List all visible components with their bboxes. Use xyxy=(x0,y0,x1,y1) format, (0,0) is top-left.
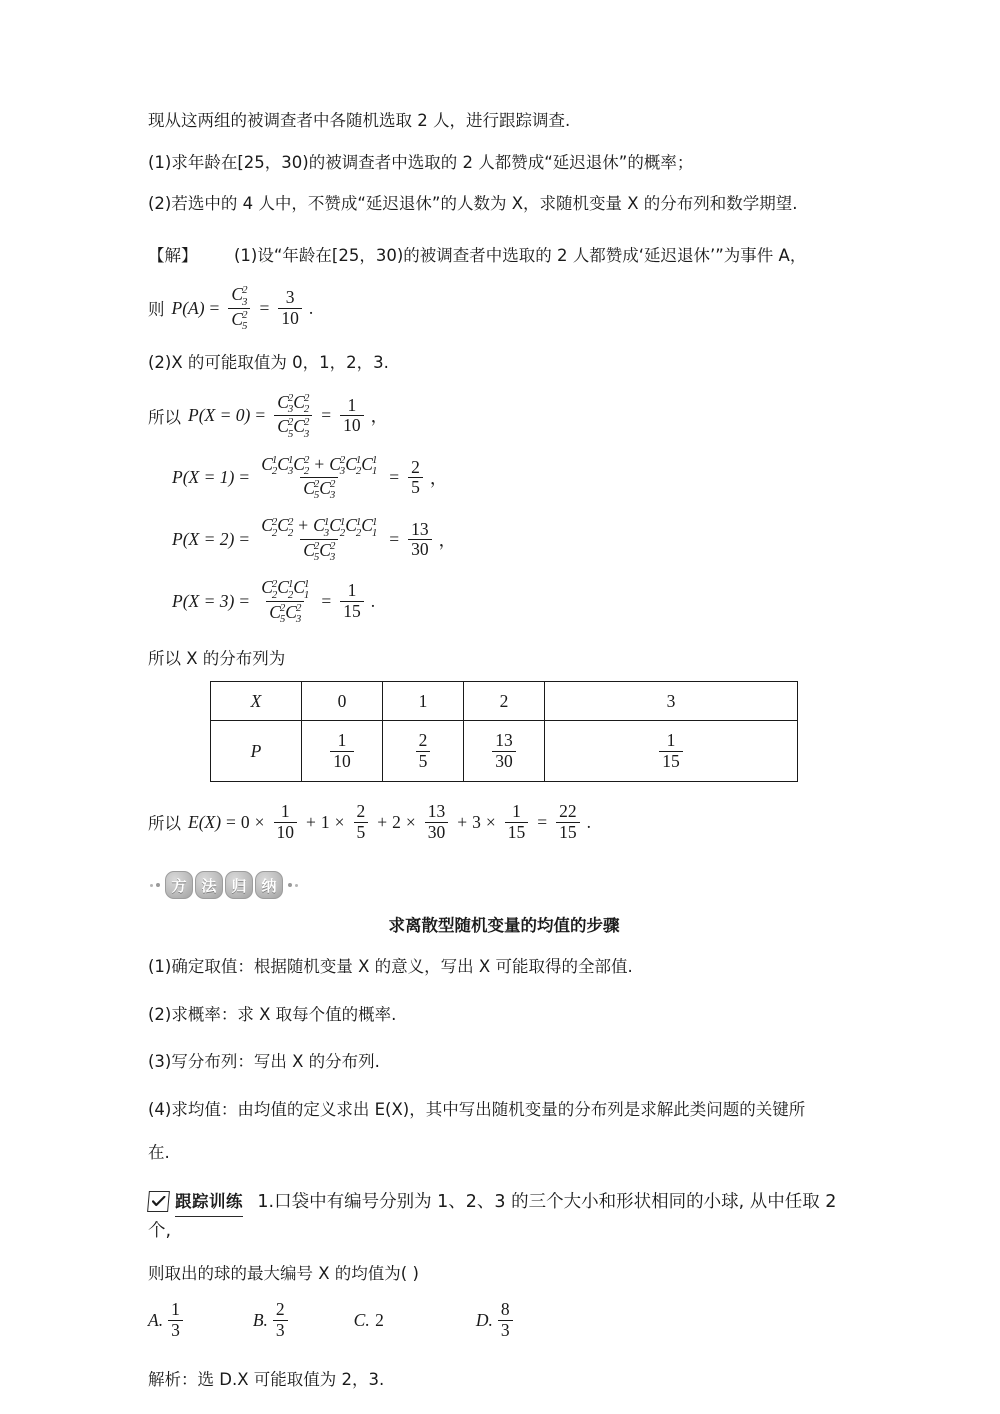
comb-term: $C^2_5$ xyxy=(228,308,250,332)
solution-tag: 【解】 xyxy=(148,245,198,265)
table-cell-x-3: 3 xyxy=(545,682,798,721)
comb-term: $C^2_3$ xyxy=(293,416,310,440)
comb-term: $C^1_2$ xyxy=(277,577,294,601)
fraction: $\frac{1}{10}$ xyxy=(274,802,298,842)
fraction: $\frac{13}{30}$ xyxy=(425,802,449,842)
page-content xyxy=(148,108,860,1408)
formula-pa-trail: . xyxy=(308,297,314,318)
fraction: $\frac{22}{15}$ xyxy=(556,802,580,842)
fraction: $\frac{2}{5}$ xyxy=(354,802,369,842)
distribution-table xyxy=(210,681,798,782)
formula-px0: 所以 P(X = 0) = $\frac{C^2_3C^2_2}{C^2_5C^2_3}$ = $\frac{1}{10}$ ， xyxy=(148,391,389,440)
intro-line-1: 现从这两组的被调查者中各随机选取 2 人，进行跟踪调查. xyxy=(148,111,571,130)
comb-term: $C^1_3$ xyxy=(313,515,330,539)
comb-term: $C^1_2$ xyxy=(345,453,362,478)
table-row-p xyxy=(211,721,798,782)
distribution-table-wrap xyxy=(210,681,860,782)
method-step-1: (1)确定取值：根据随机变量 X 的意义，写出 X 可能取得的全部值. xyxy=(148,957,633,977)
fraction: $\frac{2}{3}$ xyxy=(273,1300,288,1340)
solution-part-1-text: (1)设“年龄在[25，30)的被调查者中选取的 2 人都赞成‘延迟退休’”为事件 A， xyxy=(234,245,807,265)
badge-right-dots-icon xyxy=(288,883,298,887)
practice-badge-label: 跟踪训练 xyxy=(175,1189,243,1217)
fraction: $\frac{13}{30}$ xyxy=(492,731,516,771)
comb-term: $C^2_5$ xyxy=(277,416,294,440)
table-cell-x-0: 0 xyxy=(302,682,383,721)
solution-part-1 xyxy=(148,243,860,269)
choice-d[interactable]: D. $\frac{8}{3}$ xyxy=(476,1300,517,1340)
comb-term: $C^1_2$ xyxy=(261,453,278,478)
table-cell-p-1 xyxy=(383,721,464,782)
fraction: $\frac{1}{10}$ xyxy=(330,731,354,771)
comb-term: $C^1_1$ xyxy=(293,577,310,601)
method-step-2: (2)求概率：求 X 取每个值的概率. xyxy=(148,1004,397,1024)
fraction: $\frac{C^1_2C^1_3C^2_2 + C^2_3C^1_2C^1_1}{C^2_5C^2_3}$ xyxy=(261,453,378,502)
table-cell-x-label: X xyxy=(211,682,302,721)
formula-px1: P(X = 1) = $\frac{C^1_2C^1_3C^2_2 + C^2_3C^1_2C^1_1}{C^2_5C^2_3}$ = $\frac{2}{5}$ ， xyxy=(172,453,448,502)
comb-term: $C^2_5$ xyxy=(303,539,320,564)
method-step-4-cont: 在. xyxy=(148,1143,170,1163)
practice-question-line-1 xyxy=(148,1188,860,1245)
solution-part-2-text: (2)X 的可能取值为 0，1，2，3. xyxy=(148,353,389,373)
intro-line-3: (2)若选中的 4 人中，不赞成“延迟退休”的人数为 X，求随机变量 X 的分布列和数学期望. xyxy=(148,194,798,214)
table-cell-x-1: 1 xyxy=(383,682,464,721)
dist-table-intro: 所以 X 的分布列为 xyxy=(148,648,286,668)
comb-term: $C^2_2$ xyxy=(277,515,294,539)
comb-term: $C^1_2$ xyxy=(329,515,346,539)
comb-term: $C^2_3$ xyxy=(319,477,336,502)
choice-a[interactable]: A. $\frac{1}{3}$ xyxy=(148,1300,187,1340)
formula-pa-label: P(A) xyxy=(171,297,205,318)
comb-term: $C^2_2$ xyxy=(261,515,278,539)
comb-term: $C^1_1$ xyxy=(361,453,378,478)
comb-term: $C^2_3$ xyxy=(329,453,346,478)
fraction: $\frac{2}{5}$ xyxy=(408,458,423,498)
table-cell-p-label: P xyxy=(211,721,302,782)
formula-pa-fraction xyxy=(228,284,250,332)
badge-bubbles xyxy=(165,871,283,899)
fraction: $\frac{1}{10}$ xyxy=(340,396,364,436)
comb-term: $C^2_3$ xyxy=(319,539,336,564)
practice-analysis: 解析：选 D.X 可能取值为 2，3. xyxy=(148,1369,385,1389)
comb-term: $C^2_2$ xyxy=(261,577,278,601)
formula-pa-result: $\frac{3}{10}$ xyxy=(278,288,302,328)
comb-term: $C^2_3$ xyxy=(277,391,294,416)
practice-badge xyxy=(148,1189,243,1217)
comb-term: $C^2_3$ xyxy=(285,601,302,626)
check-icon xyxy=(147,1191,170,1212)
fraction: $\frac{1}{15}$ xyxy=(505,802,529,842)
badge-char-1: 法 xyxy=(195,871,223,899)
formula-expectation: 所以 E(X) = 0 × $\frac{1}{10}$ + 1 × $\frac{2}{5}$ + 2 × $\frac{13}{30}$ + 3 × $\frac{1}{15}$ = $\frac{22}{15}$ . xyxy=(148,800,592,842)
fraction: $\frac{2}{5}$ xyxy=(416,731,431,771)
practice-choices xyxy=(148,1300,860,1340)
formula-pa-lead: 则 xyxy=(148,300,165,320)
table-cell-p-0 xyxy=(302,721,383,782)
fraction xyxy=(258,578,312,626)
comb-term: $C^1_3$ xyxy=(277,453,294,478)
fraction: $\frac{13}{30}$ xyxy=(408,520,432,560)
comb-term: $C^2_5$ xyxy=(303,477,320,502)
table-cell-p-2 xyxy=(464,721,545,782)
fraction: $\frac{1}{3}$ xyxy=(168,1300,183,1340)
comb-term: $C^2_5$ xyxy=(269,601,286,626)
comb-term: $C^1_2$ xyxy=(345,515,362,539)
comb-term: $C^2_3$ xyxy=(231,284,248,308)
formula-px2: P(X = 2) = $\frac{C^2_2C^2_2 + C^1_3C^1_2C^1_2C^1_1}{C^2_5C^2_3}$ = $\frac{13}{30}$ ， xyxy=(172,515,457,564)
formula-pa: 则 P(A) = $\frac{C^2_3}{C^2_5}$ = $\frac{3}{10}$ . xyxy=(148,284,314,333)
method-title: 求离散型随机变量的均值的步骤 xyxy=(388,916,620,936)
table-cell-x-2: 2 xyxy=(464,682,545,721)
badge-left-dots-icon xyxy=(150,883,160,887)
choice-b[interactable]: B. $\frac{2}{3}$ xyxy=(253,1300,292,1340)
intro-line-2: (1)求年龄在[25，30)的被调查者中选取的 2 人都赞成“延迟退休”的概率； xyxy=(148,152,694,172)
method-summary-badge xyxy=(150,870,860,900)
badge-char-3: 纳 xyxy=(255,871,283,899)
badge-char-0: 方 xyxy=(165,871,193,899)
fraction: $\frac{1}{15}$ xyxy=(659,731,683,771)
comb-term: $C^1_1$ xyxy=(361,515,378,539)
fraction xyxy=(274,392,312,440)
practice-question-text-1: 1.口袋中有编号分别为 1、2、3 的三个大小和形状相同的小球, 从中任取 2 个, xyxy=(148,1191,837,1241)
formula-px3: P(X = 3) = $\frac{C^2_2C^1_2C^1_1}{C^2_5C^2_3}$ = $\frac{1}{15}$ . xyxy=(172,577,376,626)
comb-term: $C^2_2$ xyxy=(293,391,310,416)
practice-question-line-2: 则取出的球的最大编号 X 的均值为( ) xyxy=(148,1263,419,1283)
comb-term: $C^2_2$ xyxy=(293,453,310,478)
method-step-4: (4)求均值：由均值的定义求出 E(X)，其中写出随机变量的分布列是求解此类问题的关键所 xyxy=(148,1099,806,1119)
choice-c[interactable]: C. 2 xyxy=(353,1309,384,1330)
badge-char-2: 归 xyxy=(225,871,253,899)
table-cell-p-3 xyxy=(545,721,798,782)
fraction: $\frac{1}{15}$ xyxy=(340,581,364,621)
fraction: $\frac{C^2_2C^2_2 + C^1_3C^1_2C^1_2C^1_1}{C^2_5C^2_3}$ xyxy=(261,515,378,564)
fraction: $\frac{8}{3}$ xyxy=(498,1300,513,1340)
table-row-x xyxy=(211,682,798,721)
method-step-3: (3)写分布列：写出 X 的分布列. xyxy=(148,1052,380,1072)
